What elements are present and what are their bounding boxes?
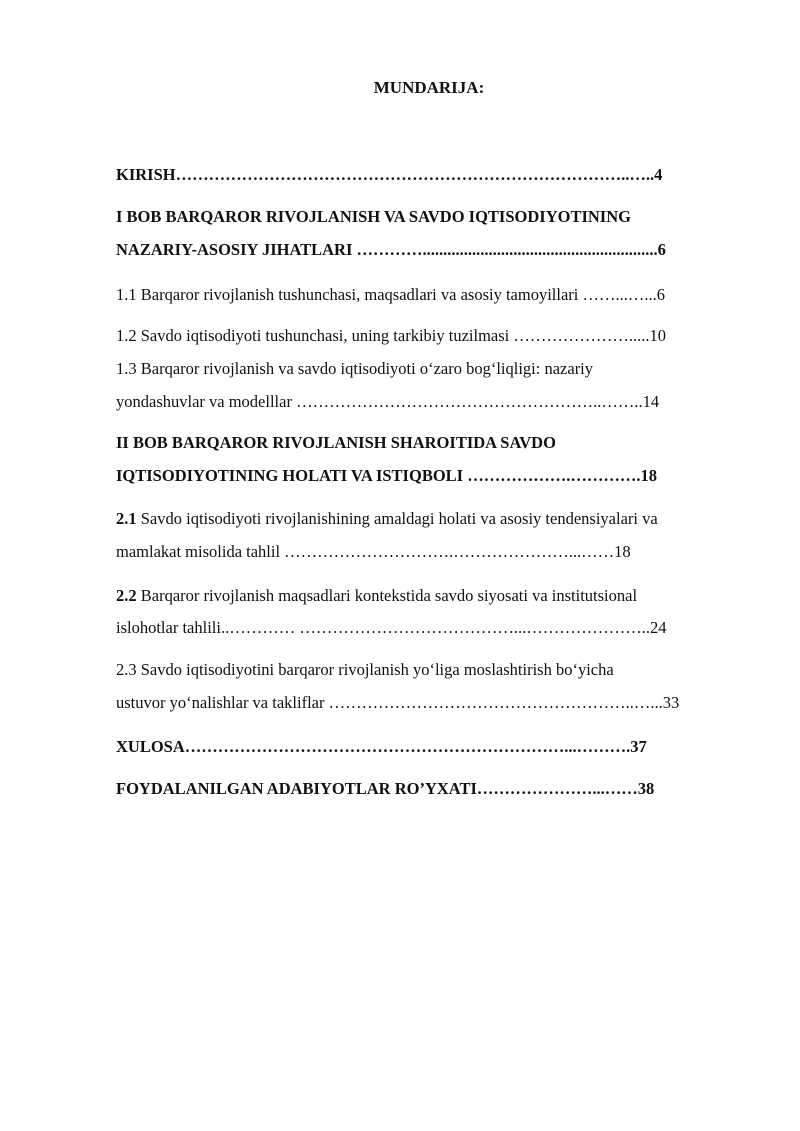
toc-entry-section-2-3-line-1: 2.3 Savdo iqtisodiyotini barqaror rivojlanish yo‘liga moslashtirish bo‘yicha xyxy=(116,660,614,679)
toc-entry-section-1-1: 1.1 Barqaror rivojlanish tushunchasi, maqsadlari va asosiy tamoyillari ……...…...6 xyxy=(116,285,665,304)
toc-entry-section-1-2: 1.2 Savdo iqtisodiyoti tushunchasi, uning tarkibiy tuzilmasi ………………….....10 xyxy=(116,326,666,345)
toc-entry-section-2-3-line-2: ustuvor yo‘nalishlar va takliflar ………………………………………………..…...33 xyxy=(116,693,680,712)
section-number: 2.1 xyxy=(116,509,137,528)
toc-entry-section-1-3-line-1: 1.3 Barqaror rivojlanish va savdo iqtisodiyoti o‘zaro bog‘liqligi: nazariy xyxy=(116,359,594,378)
toc-entry-section-1-3-line-2: yondashuvlar va modelllar ………………………………………………..……..14 xyxy=(116,392,660,411)
toc-entry-chapter-1-line-2: NAZARIY-ASOSIY JIHATLARI ………….........................................................6 xyxy=(116,240,666,259)
toc-entry-section-2-1-line-1 xyxy=(116,509,742,529)
toc-entry-section-2-2-line-2: islohotlar tahlili..………… …………………………………...…………………..24 xyxy=(116,618,667,637)
toc-entry-section-2-1-line-2: mamlakat misolida tahlil ………………………….…………………...……18 xyxy=(116,542,631,561)
toc-entry-chapter-2-line-1: II BOB BARQAROR RIVOJLANISH SHAROITIDA SAVDO xyxy=(116,433,556,452)
page-title: MUNDARIJA: xyxy=(373,78,485,97)
toc-entry-kirish: KIRISH………………………………………………………………………..…..4 xyxy=(116,165,663,184)
section-title: Savdo iqtisodiyoti rivojlanishining amaldagi holati va asosiy tendensiyalari va xyxy=(136,509,658,528)
section-number: 2.2 xyxy=(116,586,137,605)
section-title: Barqaror rivojlanish maqsadlari kontekstida savdo siyosati va institutsional xyxy=(136,586,638,605)
toc-entry-adabiyotlar: FOYDALANILGAN ADABIYOTLAR RO’YXATI…………………...……38 xyxy=(116,779,655,798)
toc-entry-chapter-2-line-2: IQTISODIYOTINING HOLATI VA ISTIQBOLI ……………….………….18 xyxy=(116,466,657,485)
toc-entry-section-2-2-line-1 xyxy=(116,586,742,606)
toc-entry-xulosa: XULOSA……………………………………………………………...……….37 xyxy=(116,737,647,756)
toc-entry-chapter-1-line-1: I BOB BARQAROR RIVOJLANISH VA SAVDO IQTISODIYOTINING xyxy=(116,207,631,226)
